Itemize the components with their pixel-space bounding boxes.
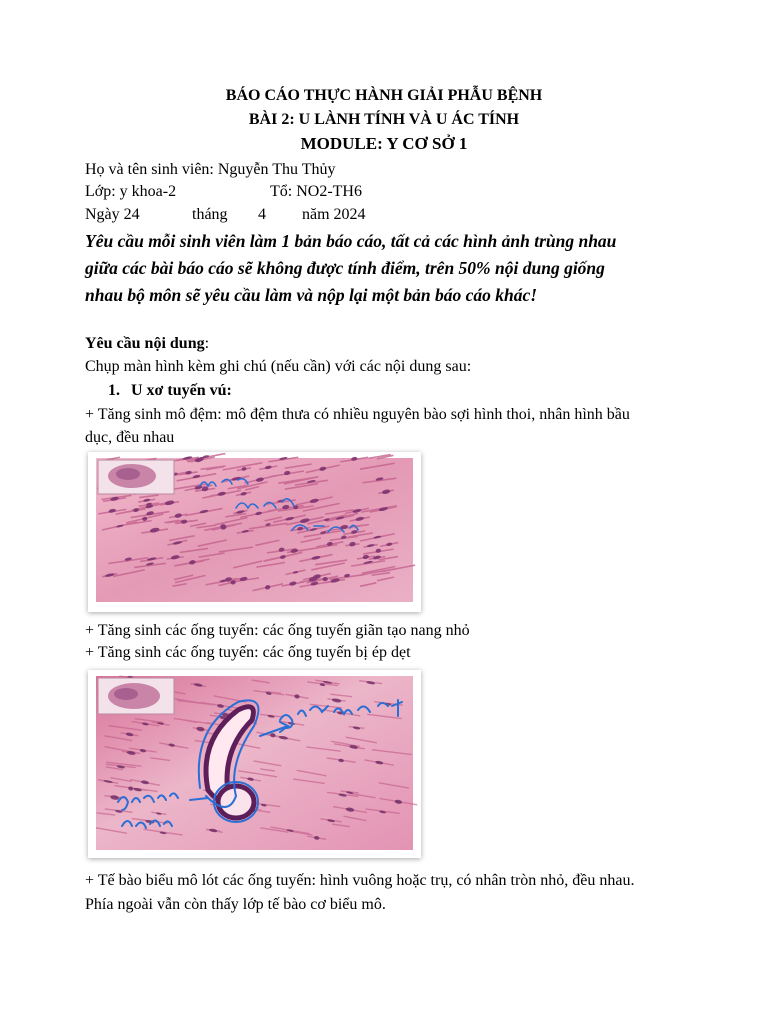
stroma-description-line-1: + Tăng sinh mô đệm: mô đệm thưa có nhiều nguyên bào sợi hình thoi, nhân hình bầu: [85, 406, 630, 423]
requirements-heading-row: [85, 334, 209, 354]
histology-figure-stroma: [88, 452, 421, 612]
figure1-annotation-text: mô đệm thưa: [238, 604, 244, 605]
item-1-number: 1.: [108, 382, 120, 399]
lesson-title: BÀI 2: U LÀNH TÍNH VÀ U ÁC TÍNH: [248, 111, 520, 128]
warning-line-1: Yêu cầu mỗi sinh viên làm 1 bản báo cáo, tất cả các hình ảnh trùng nhau: [85, 231, 617, 251]
module-title: MODULE: Y CƠ SỞ 1: [300, 134, 468, 153]
requirements-heading: Yêu cầu nội dung: [85, 335, 205, 352]
date-day: Ngày 24: [85, 206, 140, 223]
duct-flat-description: + Tăng sinh các ống tuyến: các ống tuyến bị ép dẹt: [85, 644, 411, 661]
thumbnail-core: [116, 468, 140, 480]
ducts-micrograph: [88, 670, 421, 858]
thumbnail-core-2: [114, 688, 138, 700]
figure2-annotation-right: ống tuyến dẹt: [288, 856, 294, 857]
stroma-description-line-2: dục, đều nhau: [85, 429, 175, 446]
instruction-text: Chụp màn hình kèm ghi chú (nếu cần) với các nội dung sau:: [85, 358, 472, 375]
report-title: BÁO CÁO THỰC HÀNH GIẢI PHẪU BỆNH: [225, 87, 543, 104]
figure2-annotation-left: ống tuyến nang: [128, 856, 135, 857]
requirements-colon: :: [204, 335, 210, 352]
duct-cyst-description: + Tăng sinh các ống tuyến: các ống tuyến giãn tạo nang nhỏ: [85, 622, 470, 639]
warning-line-2: giữa các bài báo cáo sẽ không được tính điểm, trên 50% nội dung giống: [85, 258, 605, 278]
epithelium-description-line-1: + Tế bào biểu mô lót các ống tuyến: hình vuông hoặc trụ, có nhân tròn nhỏ, đều nhau.: [85, 872, 635, 889]
student-group: Tổ: NO2-TH6: [270, 183, 362, 200]
epithelium-description-line-2: Phía ngoài vẫn còn thấy lớp tế bào cơ biểu mô.: [85, 896, 386, 913]
warning-line-3: nhau bộ môn sẽ yêu cầu làm và nộp lại một bản báo cáo khác!: [85, 285, 538, 305]
histology-figure-ducts: [88, 670, 421, 858]
cystic-duct: [218, 786, 254, 818]
stroma-micrograph: [88, 452, 421, 612]
item-1-title: U xơ tuyến vú:: [131, 382, 232, 399]
student-class: Lớp: y khoa-2: [85, 183, 177, 200]
student-name: Họ và tên sinh viên: Nguyễn Thu Thủy: [85, 161, 336, 178]
date-year: năm 2024: [302, 206, 366, 223]
date-month-label: tháng: [192, 206, 228, 223]
date-month: 4: [258, 206, 266, 223]
